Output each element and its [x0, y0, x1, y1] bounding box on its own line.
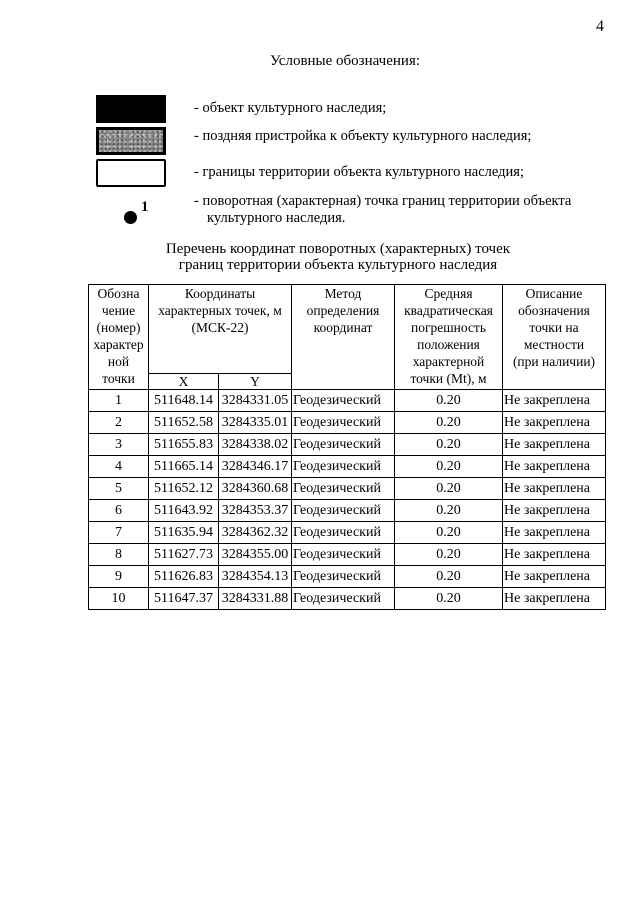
- cell-error: 0.20: [395, 522, 503, 544]
- cell-x: 511655.83: [149, 434, 219, 456]
- cell-y: 3284331.88: [219, 588, 292, 610]
- header-number: Обозна чение (номер) характер ной точки: [89, 285, 149, 390]
- cell-x: 511648.14: [149, 390, 219, 412]
- cell-number: 2: [89, 412, 149, 434]
- cell-method: Геодезический: [292, 478, 395, 500]
- table-row: [89, 478, 606, 500]
- cell-description: Не закреплена: [503, 412, 606, 434]
- cell-description: Не закреплена: [503, 456, 606, 478]
- header-coordinates: Координаты характерных точек, м (МСК-22): [149, 285, 292, 374]
- legend-item-label-line2: культурного наследия.: [207, 210, 346, 226]
- point-marker-label: 1: [141, 199, 149, 215]
- table-row: [89, 434, 606, 456]
- page-number: 4: [596, 18, 604, 35]
- cell-number: 4: [89, 456, 149, 478]
- cell-error: 0.20: [395, 566, 503, 588]
- cell-method: Геодезический: [292, 588, 395, 610]
- cell-number: 9: [89, 566, 149, 588]
- cell-error: 0.20: [395, 434, 503, 456]
- cell-y: 3284346.17: [219, 456, 292, 478]
- legend-item-label: - объект культурного наследия;: [194, 100, 387, 116]
- cell-x: 511647.37: [149, 588, 219, 610]
- cell-error: 0.20: [395, 456, 503, 478]
- cell-y: 3284360.68: [219, 478, 292, 500]
- list-title: [0, 241, 640, 273]
- cell-number: 10: [89, 588, 149, 610]
- cell-description: Не закреплена: [503, 500, 606, 522]
- cell-number: 6: [89, 500, 149, 522]
- cell-number: 1: [89, 390, 149, 412]
- cell-number: 5: [89, 478, 149, 500]
- table-row: [89, 544, 606, 566]
- table-row: [89, 588, 606, 610]
- cell-y: 3284335.01: [219, 412, 292, 434]
- cell-method: Геодезический: [292, 412, 395, 434]
- cell-x: 511643.92: [149, 500, 219, 522]
- table-row: [89, 522, 606, 544]
- cell-x: 511627.73: [149, 544, 219, 566]
- cell-method: Геодезический: [292, 434, 395, 456]
- table-row: [89, 412, 606, 434]
- cell-description: Не закреплена: [503, 522, 606, 544]
- table-header-row: [89, 285, 606, 374]
- cell-error: 0.20: [395, 478, 503, 500]
- black-swatch-icon: [96, 95, 166, 123]
- coordinates-table: [88, 284, 606, 610]
- cell-x: 511652.12: [149, 478, 219, 500]
- cell-y: 3284353.37: [219, 500, 292, 522]
- table-row: [89, 500, 606, 522]
- table-row: [89, 566, 606, 588]
- legend-item-label: - поздняя пристройка к объекту культурного наследия;: [194, 128, 532, 144]
- header-description: Описание обозначения точки на местности (при наличии): [503, 285, 606, 390]
- hatched-swatch-icon: [96, 127, 166, 155]
- cell-x: 511635.94: [149, 522, 219, 544]
- cell-x: 511626.83: [149, 566, 219, 588]
- cell-y: 3284354.13: [219, 566, 292, 588]
- outline-swatch-icon: [96, 159, 166, 187]
- cell-method: Геодезический: [292, 456, 395, 478]
- cell-method: Геодезический: [292, 390, 395, 412]
- cell-method: Геодезический: [292, 500, 395, 522]
- cell-x: 511665.14: [149, 456, 219, 478]
- cell-description: Не закреплена: [503, 390, 606, 412]
- cell-number: 7: [89, 522, 149, 544]
- list-title-line1: Перечень координат поворотных (характерных) точек: [165, 241, 511, 257]
- header-error: Средняя квадратическая погрешность положения характерной точки (Mt), м: [395, 285, 503, 390]
- table-row: [89, 390, 606, 412]
- cell-y: 3284331.05: [219, 390, 292, 412]
- cell-error: 0.20: [395, 544, 503, 566]
- cell-error: 0.20: [395, 588, 503, 610]
- cell-error: 0.20: [395, 390, 503, 412]
- header-y: Y: [219, 374, 292, 390]
- cell-description: Не закреплена: [503, 478, 606, 500]
- cell-number: 8: [89, 544, 149, 566]
- cell-method: Геодезический: [292, 522, 395, 544]
- legend-title: Условные обозначения:: [269, 53, 421, 69]
- cell-description: Не закреплена: [503, 544, 606, 566]
- cell-method: Геодезический: [292, 566, 395, 588]
- cell-y: 3284362.32: [219, 522, 292, 544]
- table-row: [89, 456, 606, 478]
- cell-x: 511652.58: [149, 412, 219, 434]
- cell-y: 3284338.02: [219, 434, 292, 456]
- point-marker-icon: [124, 211, 137, 224]
- legend-item-label-line1: - поворотная (характерная) точка границ территории объекта: [194, 193, 572, 209]
- cell-method: Геодезический: [292, 544, 395, 566]
- cell-y: 3284355.00: [219, 544, 292, 566]
- cell-description: Не закреплена: [503, 566, 606, 588]
- list-title-line2: границ территории объекта культурного наследия: [178, 257, 498, 273]
- header-x: X: [149, 374, 219, 390]
- cell-error: 0.20: [395, 412, 503, 434]
- cell-number: 3: [89, 434, 149, 456]
- header-method: Метод определения координат: [292, 285, 395, 390]
- cell-description: Не закреплена: [503, 434, 606, 456]
- cell-description: Не закреплена: [503, 588, 606, 610]
- legend-item-label: - границы территории объекта культурного наследия;: [194, 164, 524, 180]
- cell-error: 0.20: [395, 500, 503, 522]
